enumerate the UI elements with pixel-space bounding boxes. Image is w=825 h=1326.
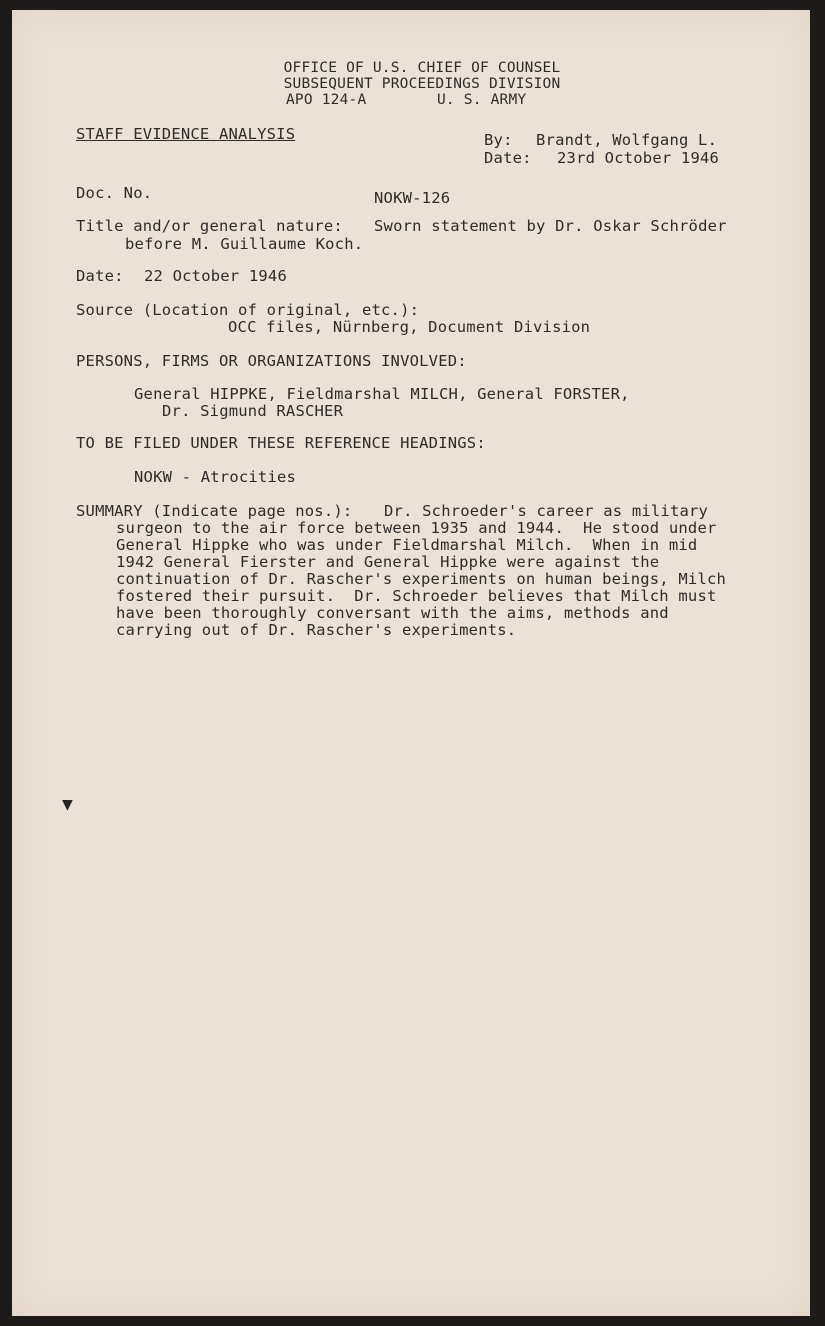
summary-line: continuation of Dr. Rascher's experiments on human beings, Milch xyxy=(116,570,727,588)
filed-value: NOKW - Atrocities xyxy=(134,468,297,486)
summary-line: 1942 General Fierster and General Hippke were against the xyxy=(116,553,660,571)
by-value: Brandt, Wolfgang L. xyxy=(536,131,718,149)
summary-line: fostered their pursuit. Dr. Schroeder believes that Milch must xyxy=(116,587,717,605)
form-title: STAFF EVIDENCE ANALYSIS xyxy=(76,125,296,143)
ink-mark: ▼ xyxy=(62,794,73,815)
header-apo: APO 124-A xyxy=(286,92,367,108)
doc-no-value: NOKW-126 xyxy=(374,189,451,207)
document-page xyxy=(12,10,810,1316)
persons-line-1: General HIPPKE, Fieldmarshal MILCH, General FORSTER, xyxy=(134,385,630,403)
summary-line: have been thoroughly conversant with the aims, methods and xyxy=(116,604,669,622)
summary-line: carrying out of Dr. Rascher's experiments. xyxy=(116,621,517,639)
filed-label: TO BE FILED UNDER THESE REFERENCE HEADINGS: xyxy=(76,434,486,452)
summary-line: surgeon to the air force between 1935 and 1944. He stood under xyxy=(116,519,717,537)
date-value: 23rd October 1946 xyxy=(557,149,720,167)
doc-date-label: Date: xyxy=(76,267,124,285)
doc-no-label: Doc. No. xyxy=(76,184,153,202)
source-label: Source (Location of original, etc.): xyxy=(76,301,420,319)
summary-line: Dr. Schroeder's career as military xyxy=(384,502,709,520)
header-office-line: OFFICE OF U.S. CHIEF OF COUNSEL xyxy=(283,60,561,76)
title-value-line-1: Sworn statement by Dr. Oskar Schröder xyxy=(374,217,727,235)
persons-line-2: Dr. Sigmund RASCHER xyxy=(162,402,344,420)
persons-label: PERSONS, FIRMS OR ORGANIZATIONS INVOLVED: xyxy=(76,352,467,370)
source-value: OCC files, Nürnberg, Document Division xyxy=(228,318,591,336)
by-label: By: xyxy=(484,131,513,149)
title-value-line-2: before M. Guillaume Koch. xyxy=(125,235,364,253)
summary-line: General Hippke who was under Fieldmarshal Milch. When in mid xyxy=(116,536,698,554)
doc-date-value: 22 October 1946 xyxy=(144,267,287,285)
date-label: Date: xyxy=(484,149,532,167)
header-army: U. S. ARMY xyxy=(437,92,527,108)
title-label: Title and/or general nature: xyxy=(76,217,343,235)
header-division-line: SUBSEQUENT PROCEEDINGS DIVISION xyxy=(283,76,561,92)
summary-label: SUMMARY (Indicate page nos.): xyxy=(76,502,353,520)
